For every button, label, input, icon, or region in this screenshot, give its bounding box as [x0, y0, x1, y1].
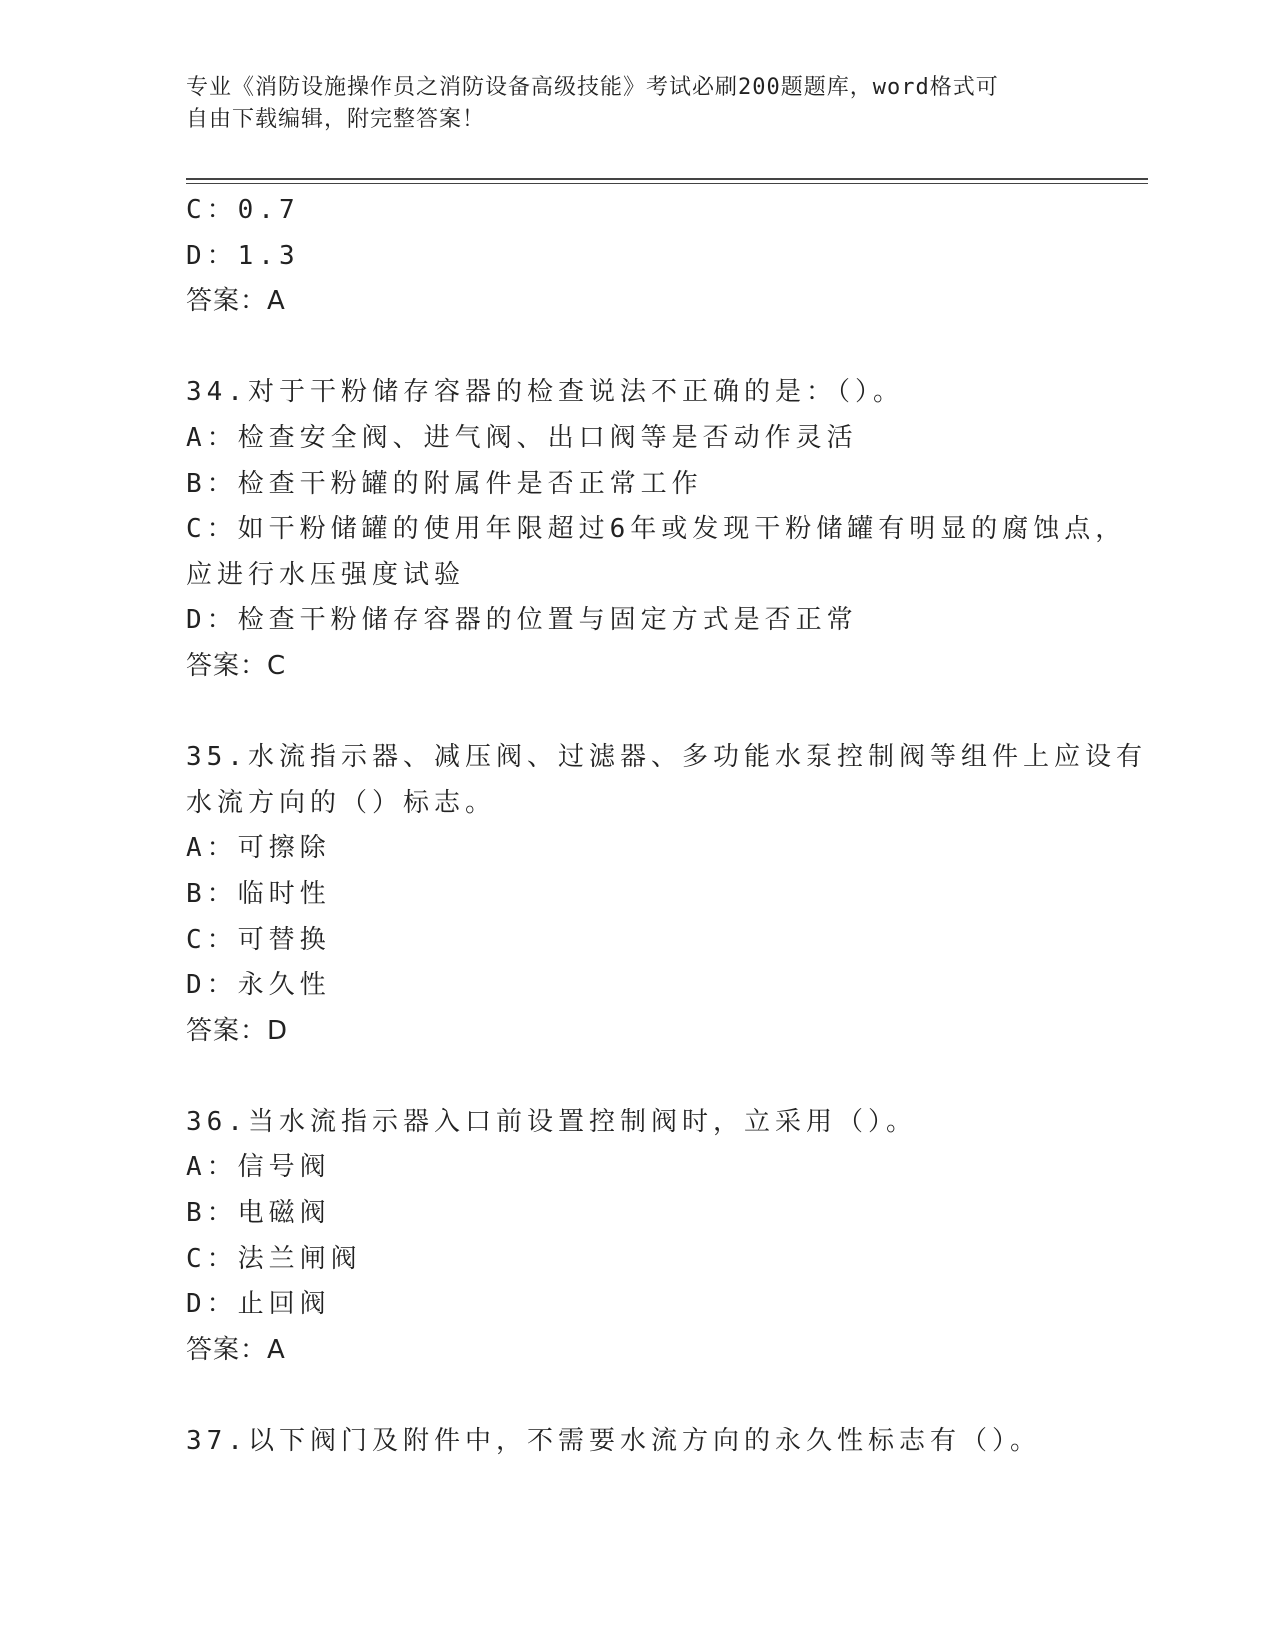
q34-option-c-continued: 应进行水压强度试验 [186, 559, 466, 590]
q37-question: 37.以下阀门及附件中，不需要水流方向的永久性标志有（）。 [186, 1426, 1041, 1457]
q35-answer: 答案：D [186, 1015, 289, 1046]
q36-option-c: C：法兰闸阀 [186, 1243, 362, 1274]
q36-option-d: D：止回阀 [186, 1289, 331, 1320]
q34-option-b: B：检查干粉罐的附属件是否正常工作 [186, 468, 703, 499]
header-title-line-2: 自由下载编辑，附完整答案！ [186, 107, 486, 132]
q34-answer: 答案：C [186, 650, 287, 681]
q35-option-c: C：可替换 [186, 924, 331, 955]
q36-option-b: B：电磁阀 [186, 1198, 331, 1229]
prev-answer: 答案：A [186, 286, 286, 317]
spacer [186, 1054, 1086, 1100]
document-header [186, 72, 1066, 136]
q34-option-a: A：检查安全阀、进气阀、出口阀等是否动作灵活 [186, 422, 858, 453]
header-divider-thin [186, 183, 1148, 184]
q35-option-d: D：永久性 [186, 970, 331, 1001]
q35-question-continued: 水流方向的（）标志。 [186, 787, 497, 818]
q35-question: 35.水流指示器、减压阀、过滤器、多功能水泵控制阀等组件上应设有 [186, 742, 1147, 773]
q34-question: 34.对于干粉储存容器的检查说法不正确的是：（）。 [186, 377, 904, 408]
q36-answer: 答案：A [186, 1334, 286, 1365]
q36-option-a: A：信号阀 [186, 1152, 331, 1183]
q35-option-b: B：临时性 [186, 878, 331, 909]
q34-option-d: D：检查干粉储存容器的位置与固定方式是否正常 [186, 605, 858, 636]
question-list [186, 188, 1147, 1465]
spacer [186, 325, 1086, 371]
header-title-line-1: 专业《消防设施操作员之消防设备高级技能》考试必刷200题题库，word格式可 [186, 75, 999, 100]
spacer [186, 1373, 1086, 1419]
prev-option-d: D：1.3 [186, 240, 300, 271]
header-divider-thick [186, 178, 1148, 180]
q34-option-c: C：如干粉储罐的使用年限超过6年或发现干粉储罐有明显的腐蚀点， [186, 514, 1127, 545]
q35-option-a: A：可擦除 [186, 833, 331, 864]
q36-question: 36.当水流指示器入口前设置控制阀时，立采用（）。 [186, 1106, 917, 1137]
prev-option-c: C：0.7 [186, 195, 300, 225]
spacer [186, 690, 1086, 736]
